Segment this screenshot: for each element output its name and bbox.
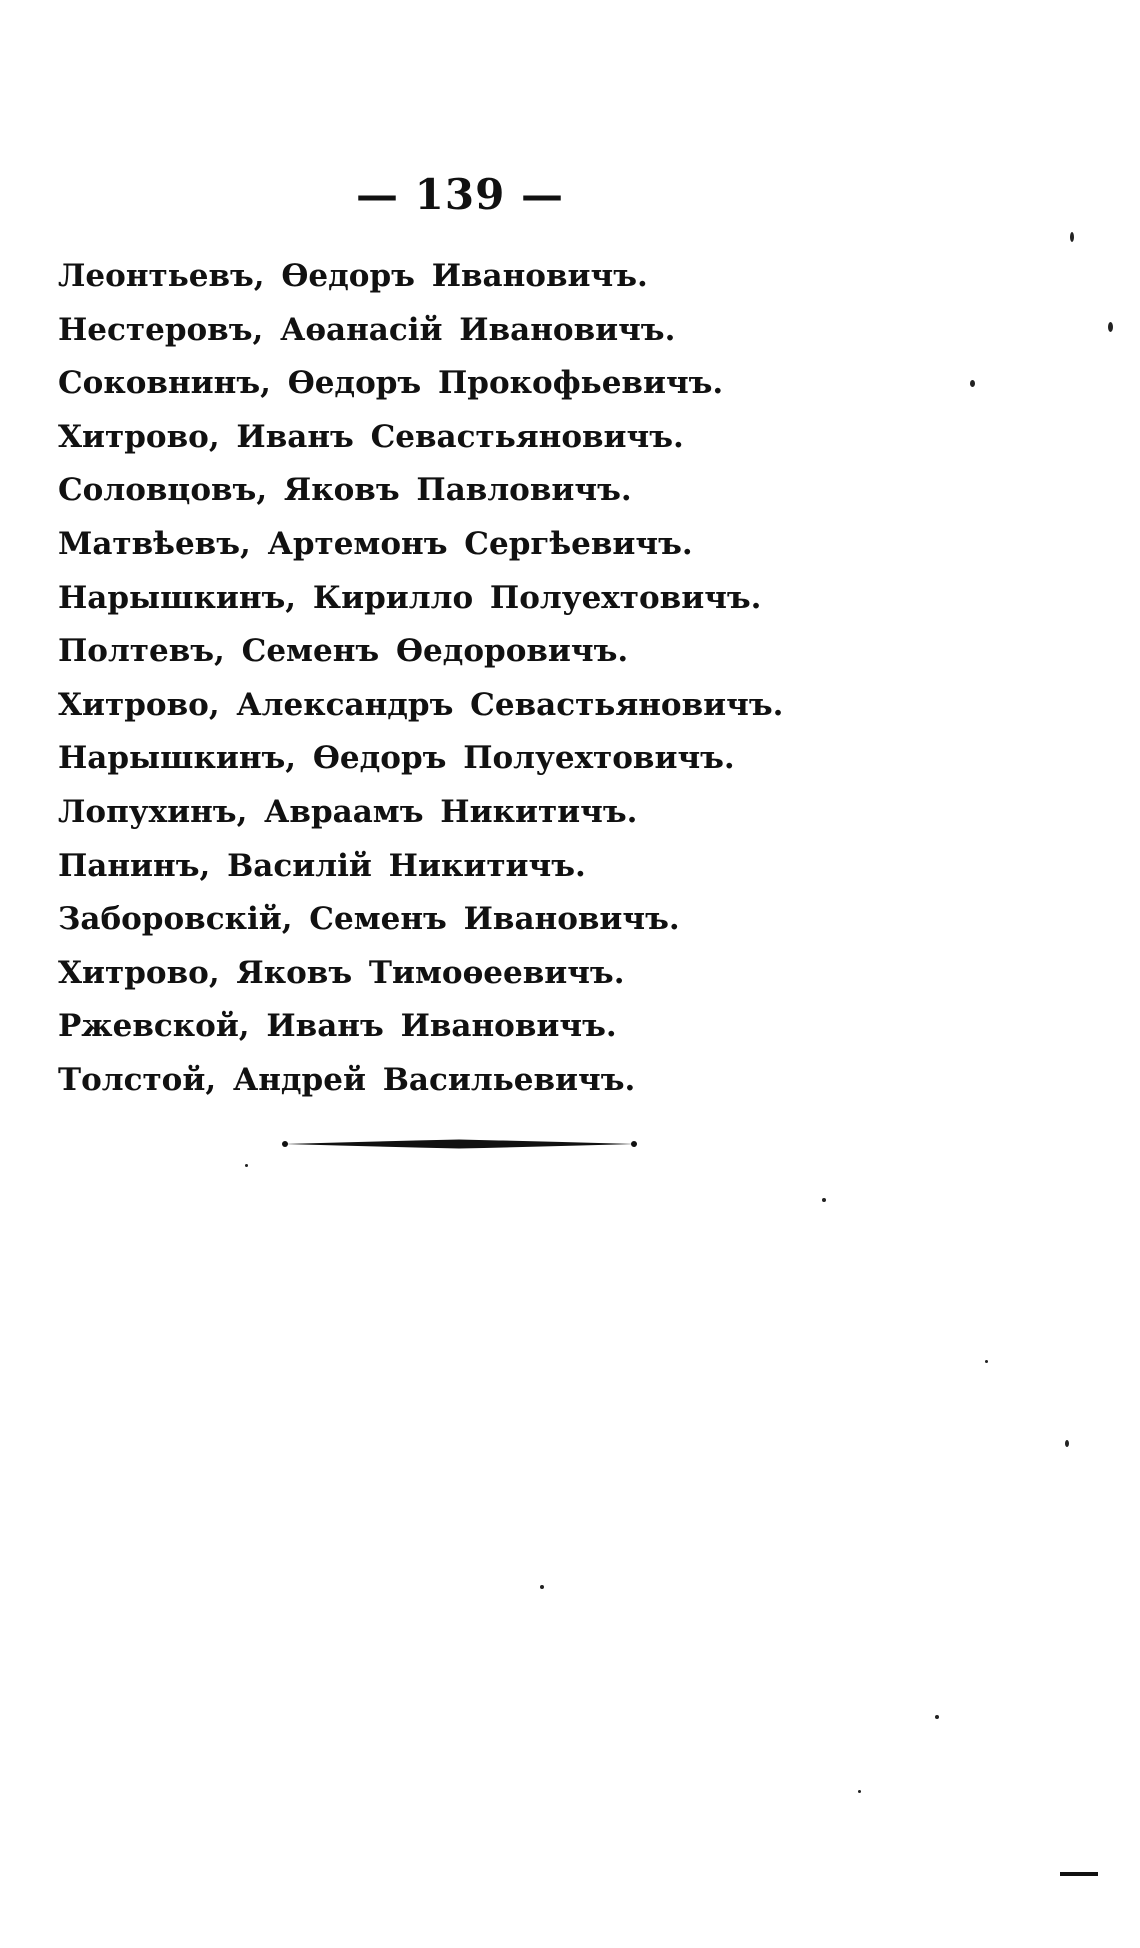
list-item: Матвѣевъ, Артемонъ Сергѣевичъ. <box>58 525 693 562</box>
speck <box>245 1164 248 1167</box>
list-item: Хитрово, Александръ Севастьяновичъ. <box>58 686 784 723</box>
list-item: Полтевъ, Семенъ Өедоровичъ. <box>58 633 629 670</box>
list-item: Нарышкинъ, Кирилло Полуехтовичъ. <box>58 579 762 616</box>
list-item: Ржевской, Иванъ Ивановичъ. <box>58 1008 617 1045</box>
speck <box>985 1360 988 1363</box>
list-item: Соловцовъ, Яковъ Павловичъ. <box>58 472 632 509</box>
list-item: Хитрово, Иванъ Севастьяновичъ. <box>58 418 684 455</box>
edge-mark <box>1060 1872 1098 1876</box>
name-list <box>58 250 783 1108</box>
decorative-rule <box>282 1138 637 1150</box>
speck <box>1070 232 1074 242</box>
list-item: Нарышкинъ, Өедоръ Полуехтовичъ. <box>58 740 735 777</box>
list-item: Заборовскій, Семенъ Ивановичъ. <box>58 901 680 938</box>
speck <box>822 1198 826 1202</box>
list-item: Лопухинъ, Авраамъ Никитичъ. <box>58 793 638 830</box>
list-item: Соковнинъ, Өедоръ Прокофьевичъ. <box>58 365 724 402</box>
page-number: — 139 — <box>356 170 564 219</box>
list-item: Нестеровъ, Аөанасій Ивановичъ. <box>58 311 676 348</box>
list-item: Панинъ, Василій Никитичъ. <box>58 847 586 884</box>
speck <box>1065 1440 1069 1447</box>
speck <box>858 1790 861 1793</box>
list-item: Леонтьевъ, Өедоръ Ивановичъ. <box>58 258 648 294</box>
speck <box>970 380 975 387</box>
speck <box>540 1585 544 1589</box>
list-item: Толстой, Андрей Васильевичъ. <box>58 1061 636 1098</box>
speck <box>1108 322 1113 332</box>
speck <box>935 1715 939 1719</box>
list-item: Хитрово, Яковъ Тимоөеевичъ. <box>58 954 625 991</box>
